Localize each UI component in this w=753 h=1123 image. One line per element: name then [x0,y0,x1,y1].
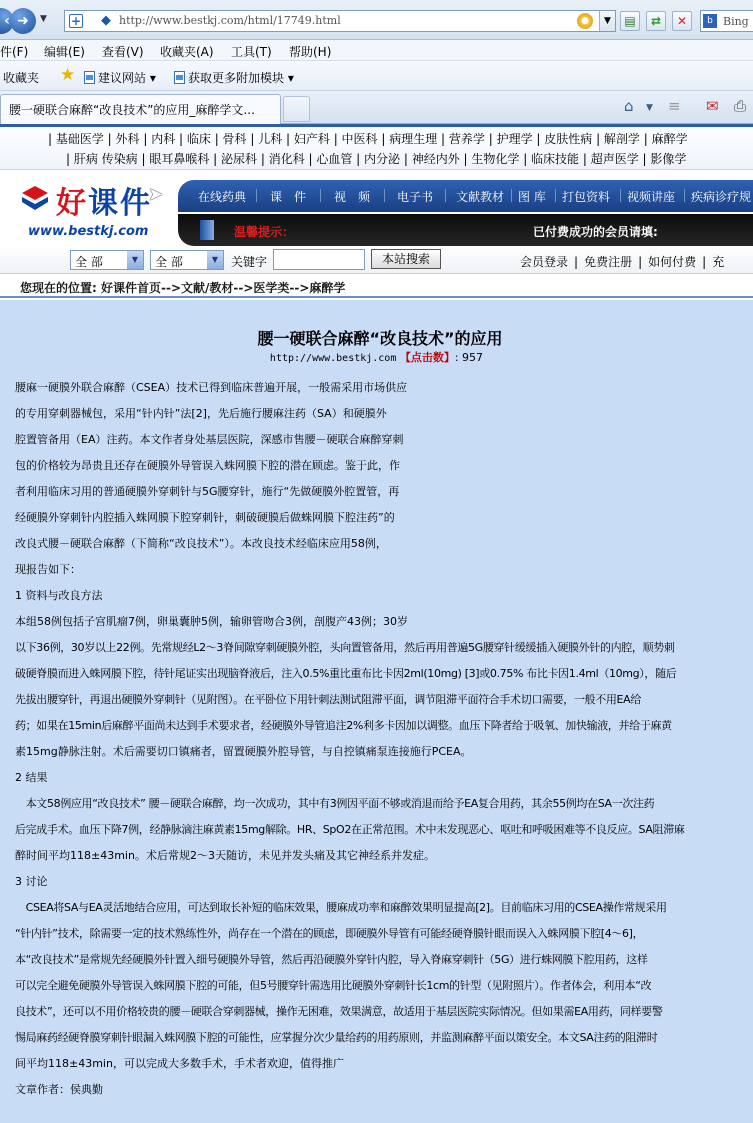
category-select-1[interactable]: 全 部 ▼ [70,250,144,270]
tab-bar [0,91,753,124]
menu-favorites[interactable]: 收藏夹(A) [160,45,214,59]
click-count-label: 【点击数】 [399,351,455,364]
tab-current[interactable]: 腰一硬联合麻醉“改良技术”的应用_麻醉学文... [0,94,281,124]
url-text[interactable]: http://www.bestkj.com/html/17749.html [119,14,341,27]
article-paragraph-line: 本“改良技术”是常规先经硬膜外针置入细号硬膜外导管，然后再沿硬膜外穿针内腔，导入脊麻穿刺针（5G）进行蛛网膜下腔用药，这样 [15,953,648,966]
category-nav [0,124,753,170]
article-author: 文章作者：侯典勤 [15,1083,103,1096]
favorites-bar [0,61,753,91]
compat-shield-icon[interactable]: ● [577,13,593,29]
url-dropdown-icon[interactable]: ▼ [599,11,615,31]
article-paragraph-line: 醉时间平均118±43min。术后常规2～3天随访，未见并发头痛及其它神经系并发症。 [15,849,435,862]
breadcrumb-bar [0,275,753,298]
site-favicon-icon: ◆ [101,13,111,28]
address-field[interactable] [64,10,616,32]
article-paragraph-line: 先拔出腰穿针，再退出硬膜外穿刺针（见附图）。在平卧位下用针刺法测试阻滞平面，调节阻滞平面符合手术切口需要，一般不用EA给 [15,693,641,706]
article-paragraph-line: CSEA将SA与EA灵活地结合应用，可达到取长补短的临床效果，腰麻成功率和麻醉效果明显提高[2]。目前临床习用的CSEA操作常规采用 [15,901,667,914]
suggested-sites-link[interactable]: 建议网站 ▾ [84,69,156,86]
refresh-button[interactable]: ⇄ [646,11,666,31]
article-meta [0,349,753,365]
article-paragraph-line: 腔置管备用（EA）注药。本文作者身处基层医院，深感市售腰－硬联合麻醉穿刺 [15,433,404,446]
menu-literature[interactable]: 文献教材 [456,190,505,204]
nav-strip [0,124,753,127]
menu-packages[interactable]: 打包资料 [562,190,611,204]
section-heading: 1 资料与改良方法 [15,589,103,602]
site-logo-url[interactable]: www.bestkj.com [28,224,149,239]
login-link[interactable]: 会员登录 [520,255,569,269]
notice-label: 温馨提示： [234,225,295,239]
article-paragraph-line: 素15mg静脉注射。术后需要切口镇痛者，留置硬膜外腔导管，与自控镇痛泵连接施行PCEA。 [15,745,472,758]
site-search-bar [0,246,753,274]
article-paragraph-line: 包的价格较为昂贵且还存在硬膜外导管误入蛛网膜下腔的潜在顾虑。鉴于此，作 [15,459,400,472]
keyword-input[interactable] [273,249,365,270]
article-paragraph-line: 药；如果在15min后麻醉平面尚未达到手术要求者，经硬膜外导管追注2%利多卡因加以调整。血压下降者给于吸氧、加快输液，并给于麻黄 [15,719,672,732]
home-dropdown-icon[interactable]: ▼ [646,103,653,113]
mail-icon[interactable]: ✉ [706,97,719,115]
menu-diagnosis[interactable]: 疾病诊疗规 [691,190,752,204]
menu-bar [0,40,753,61]
back-button[interactable]: ‹ [0,8,14,34]
menu-help[interactable]: 帮助(H) [289,45,332,59]
article-source-url[interactable]: http://www.bestkj.com [269,353,397,364]
article-paragraph-line: 惕局麻药经硬脊膜穿刺针眼漏入蛛网膜下腔的可能性，应掌握分次少量给药的用药原则，并监测麻醉平面以策安全。本文SA注药的阻滞时 [15,1031,658,1044]
article-paragraph-line: 可以完全避免硬膜外导管误入蛛网膜下腔的可能，但5号腰穿针需选用比硬膜外穿刺针长1cm的针型（见附照片）。作者体会，利用本“改 [15,979,652,992]
article-title: 腰一硬联合麻醉“改良技术”的应用 [257,329,503,348]
mouse-pointer-icon: ➤ [148,184,164,205]
category-select-2[interactable]: 全 部 ▼ [150,250,224,270]
feeds-icon[interactable]: ≡ [668,97,681,115]
register-link[interactable]: 免费注册 [584,255,633,269]
menu-video[interactable]: 视 频 [334,190,371,204]
chevron-down-icon: ▼ [207,251,223,269]
page-icon [84,71,95,84]
breadcrumb[interactable]: 您现在的位置: 好课件首页-->文献/教材-->医学类-->麻醉学 [20,281,346,295]
article-paragraph-line: 后完成手术。血压下降7例，经静脉滴注麻黄素15mg解除。HR、SpO2在正常范围。术中未发现恶心、呕吐和呼吸困难等不良反应。SA阻滞麻 [15,823,685,836]
menu-view[interactable]: 查看(V) [102,45,144,59]
recharge-link[interactable]: 充 [712,255,725,269]
site-header [0,170,753,246]
section-heading: 2 结果 [15,771,48,784]
add-favorite-star-icon[interactable]: ★ [60,65,76,85]
print-icon[interactable]: ⎙ [734,97,747,115]
user-links: 会员登录 | 免费注册 | 如何付费 | 充 [520,255,725,269]
article-paragraph-line: 者利用临床习用的普通硬膜外穿刺针与5G腰穿针，施行“先做硬膜外腔置管，再 [15,485,400,498]
forward-button[interactable]: ➜ [10,8,36,34]
menu-ebooks[interactable]: 电子书 [397,190,434,204]
article-paragraph-line: 良技术”，还可以不用价格较贵的腰－硬联合穿刺器械，操作无困难，效果满意，故适用于基层医院实际情况。但如果需EA用药，同样要警 [15,1005,663,1018]
menu-separator [445,189,446,202]
article-paragraph-line: 破硬脊膜而进入蛛网膜下腔，待针尾证实出现脑脊液后，注入0.5%重比重布比卡因2ml(10mg) [3]或0.75% 布比卡因1.4ml（10mg），随后 [15,667,677,680]
article-paragraph-line: 改良式腰－硬联合麻醉（下简称“改良技术”）。本改良技术经临床应用58例， [15,537,387,550]
site-search-button[interactable]: 本站搜索 [371,249,441,269]
article-paragraph-line: 经硬膜外穿刺针内腔插入蛛网膜下腔穿刺针，刺破硬膜后做蛛网膜下腔注药”的 [15,511,395,524]
article-paragraph-line: 的专用穿刺器械包，采用“针内针”法[2]，先后施行腰麻注药（SA）和硬膜外 [15,407,387,420]
get-addons-link[interactable]: 获取更多附加模块 ▾ [174,69,294,86]
site-logo[interactable]: 好课件 [56,186,152,221]
favorites-label[interactable]: 收藏夹 [3,71,40,85]
stop-button[interactable]: ✕ [672,11,692,31]
history-dropdown-icon[interactable]: ▼ [40,14,47,24]
bing-icon: b [703,14,717,28]
search-placeholder: Bing [723,15,749,28]
logo-emblem-icon [20,184,50,214]
menu-tools[interactable]: 工具(T) [231,45,272,59]
menu-online-pharmacopoeia[interactable]: 在线药典 [198,190,247,204]
article-paragraph-line: 以下36例，30岁以上22例。先常规经L2～3脊间隙穿刺硬膜外腔，头向置管备用，然后再用普遍5G腰穿针缓缓插入硬膜外针的内腔，顺势刺 [15,641,675,654]
article-paragraph-line: 本文58例应用“改良技术” 腰－硬联合麻醉，均一次成功，其中有3例因平面不够或消退而给予EA复合用药，其余55例均在SA一次注药 [15,797,655,810]
menu-courseware[interactable]: 课 件 [270,190,307,204]
menu-separator [320,189,321,202]
address-toolbar [0,0,753,40]
menu-video-lectures[interactable]: 视频讲座 [627,190,676,204]
payment-link[interactable]: 如何付费 [648,255,697,269]
menu-separator [384,189,385,202]
menu-edit[interactable]: 编辑(E) [44,45,85,59]
chevron-down-icon: ▼ [127,251,143,269]
new-tab-button[interactable] [283,96,310,122]
page-icon [174,71,185,84]
article-paragraph-line: 腰麻一硬膜外联合麻醉（CSEA）技术已得到临床普遍开展，一般需采用市场供应 [15,381,408,394]
menu-gallery[interactable]: 图 库 [518,190,546,204]
main-menu [178,180,753,212]
article-paragraph-line: 间平均118±43min，可以完成大多数手术，手术者欢迎，值得推广 [15,1057,344,1070]
click-count: : 957 [454,351,484,364]
category-nav-row-2[interactable]: | 肝病 传染病 | 眼耳鼻喉科 | 泌尿科 | 消化科 | 心血管 | 内分泌 | 神经内外 | 生物化学 | 临床技能 | 超声医学 | 影像学 [66,152,687,166]
home-icon[interactable]: ⌂ [624,97,634,115]
article-body [0,300,753,1123]
menu-file[interactable]: 件(F) [0,45,29,59]
search-field[interactable] [700,10,753,32]
keyword-label: 关键字 [231,255,268,269]
notice-bar [178,214,753,246]
category-nav-row-1[interactable]: | 基础医学 | 外科 | 内科 | 临床 | 骨科 | 儿科 | 妇产科 | 中医科 | 病理生理 | 营养学 | 护理学 | 皮肤性病 | 解剖学 | 麻醉学 [48,132,688,146]
notice-text: 已付费成功的会员请填: [533,225,658,239]
menu-separator [684,189,685,202]
notice-marker [200,220,214,240]
article-paragraph-line: 本组58例包括子宫肌瘤7例，卵巢囊肿5例，输卵管吻合3例，剖腹产43例；30岁 [15,615,408,628]
compatibility-view-button[interactable]: ▤ [620,11,640,31]
article-paragraph-line: 现报告如下： [15,563,81,576]
menu-separator [620,189,621,202]
menu-separator [555,189,556,202]
section-heading: 3 讨论 [15,875,48,888]
menu-separator [256,189,257,202]
new-tab-icon: + [70,14,82,28]
article-paragraph-line: “针内针”技术，除需要一定的技术熟练性外，尚存在一个潜在的顾虑，即硬膜外导管有可能经硬脊膜针眼而误入入蛛网膜下腔[4～6]， [15,927,644,940]
menu-separator [511,189,512,202]
